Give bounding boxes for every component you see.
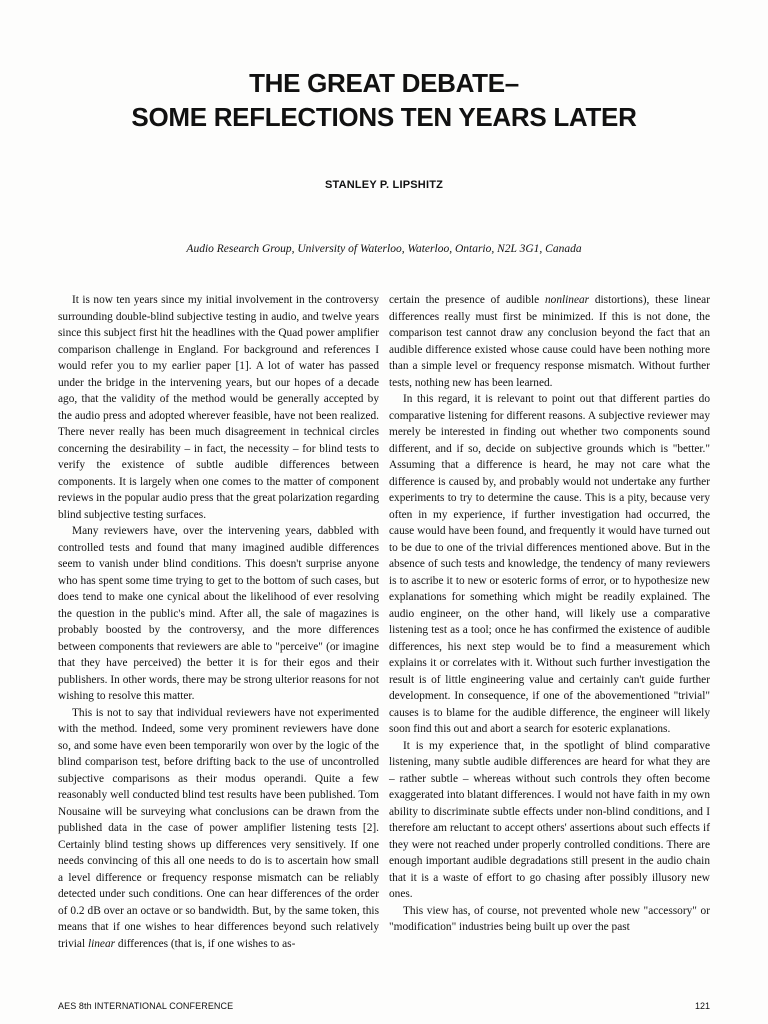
footer-page-number: 121 [694, 1001, 710, 1011]
paragraph: It is my experience that, in the spotlight of blind comparative listening, many subtle audible differences are heard for what they are – rather subtle – whereas without such controls they often become exaggerated into blatant differences. I would not have faith in my own ability to discriminate subtle effects under non-blind conditions, and I therefore am reluctant to accept others' assertions about such effects if they were not reached under properly controlled conditions. There are enough important audible degradations still present in the audio chain that it is a waste of effort to go chasing after possibly illusory new ones. [389, 739, 710, 900]
right-column [389, 292, 710, 936]
emphasis-linear: linear [87, 937, 116, 950]
paragraph: It is now ten years since my initial involvement in the controversy surrounding double-blind subjective testing in audio, and twelve years since this subject first hit the headlines with the Quad power amplifier comparison challenge in England. For background and references I would refer you to my earlier paper [1]. A lot of water has passed under the bridge in the intervening years, but our hopes of a decade ago, that the validity of the method would be generally accepted by the audio press and adopted wherever feasible, have not been realized. There never really has been much disagreement in technical circles concerning the desirability – in fact, the necessity – for blind tests to verify the existence of subtle audible differences between components. It is largely when one comes to the matter of component reviews in the popular audio press that the great polarization regarding blind subjective testing surfaces. [58, 294, 379, 521]
paragraph: Many reviewers have, over the intervening years, dabbled with controlled tests and found that many imagined audible differences seem to vanish under blind conditions. This doesn't surprise anyone who has spent some time trying to get to the bottom of such cases, but does tend to make one cynical about the likelihood of ever resolving the question in the public's mind. After all, the sale of magazines is probably boosted by the controversy, and the more differences between components that reviewers are able to "perceive" (or imagine that they have perceived) the better it is for their egos and their publishers. In other words, there may be strong ulterior reasons for not wishing to resolve this matter. [58, 525, 379, 702]
paragraph-text-end: differences (that is, if one wishes to as- [117, 937, 296, 950]
author-affiliation: Audio Research Group, University of Waterloo, Waterloo, Ontario, N2L 3G1, Canada [186, 243, 582, 255]
author-name: STANLEY P. LIPSHITZ [324, 179, 444, 191]
paragraph-text-end: distortions), these linear differences really must first be minimized. If this is not done, the comparison test cannot draw any conclusion beyond the fact that an audible difference existed whose cause could have been nothing more than a simple level or frequency response mismatch. Without further tests, nothing new has been learned. [389, 294, 710, 389]
left-column [58, 292, 379, 952]
paragraph: This view has, of course, not prevented whole new "accessory" or "modification" industries being built up over the past [389, 904, 710, 933]
paragraph-text: certain the presence of audible [389, 294, 540, 306]
title-line-2: SOME REFLECTIONS TEN YEARS LATER [131, 102, 637, 132]
title-line-1: THE GREAT DEBATE– [249, 68, 519, 98]
paragraph-text: This is not to say that individual reviewers have not experimented with the method. Indeed, some very prominent reviewers have done so, and some have even been temporarily won over by the logic of the blind comparison test, before drifting back to the use of uncontrolled subjective comparisons as their modus operandi. Quite a few reasonably well conducted blind test results have been published. Tom Nousaine will be surveying what conclusions can be drawn from the published data in the case of power amplifier listening tests [2]. Certainly blind testing shows up differences very sensitively. If one needs convincing of this all one needs to do is to ascertain how small a level difference or frequency response mismatch can be reliably detected under such conditions. One can hear differences of the order of 0.2 dB over an octave or so bandwidth. But, by the same token, this means that if one wishes to hear differences beyond such relatively trivial [58, 706, 379, 950]
footer-conference: AES 8th INTERNATIONAL CONFERENCE [58, 1001, 234, 1011]
paragraph: In this regard, it is relevant to point out that different parties do comparative listening for different reasons. A subjective reviewer may merely be interested in finding out whether two components sound different, and if so, decide on subjective grounds which is "better." Assuming that a difference is heard, he may not care what the difference is caused by, and probably would not undertake any further experiments to try to determine the cause. This is a pity, because very often in my experience, if further investigation had occurred, the cause would have been found, and frequently it would have turned out to be due to one of the trivial differences mentioned above. But in the absence of such tests and knowledge, the tendency of many reviewers is to ascribe it to new or esoteric forms of error, or to hypothesize new explanations for something which might be readily explained. The audio engineer, on the other hand, will likely use a comparative listening test as a tool; once he has confirmed the existence of audible differences, his next step would be to find a measurement which explains it or correlates with it. Without such further investigation the result is of little engineering value and certainly can't guide further development. In consequence, if one of the abovementioned "trivial" causes is to blame for the audible difference, the engineer will likely soon find this out and abort a search for esoteric explanations. [389, 393, 710, 735]
emphasis-nonlinear: nonlinear [544, 294, 590, 306]
paragraph [58, 705, 379, 953]
paper-title [60, 66, 708, 134]
paragraph-continued [389, 292, 710, 391]
